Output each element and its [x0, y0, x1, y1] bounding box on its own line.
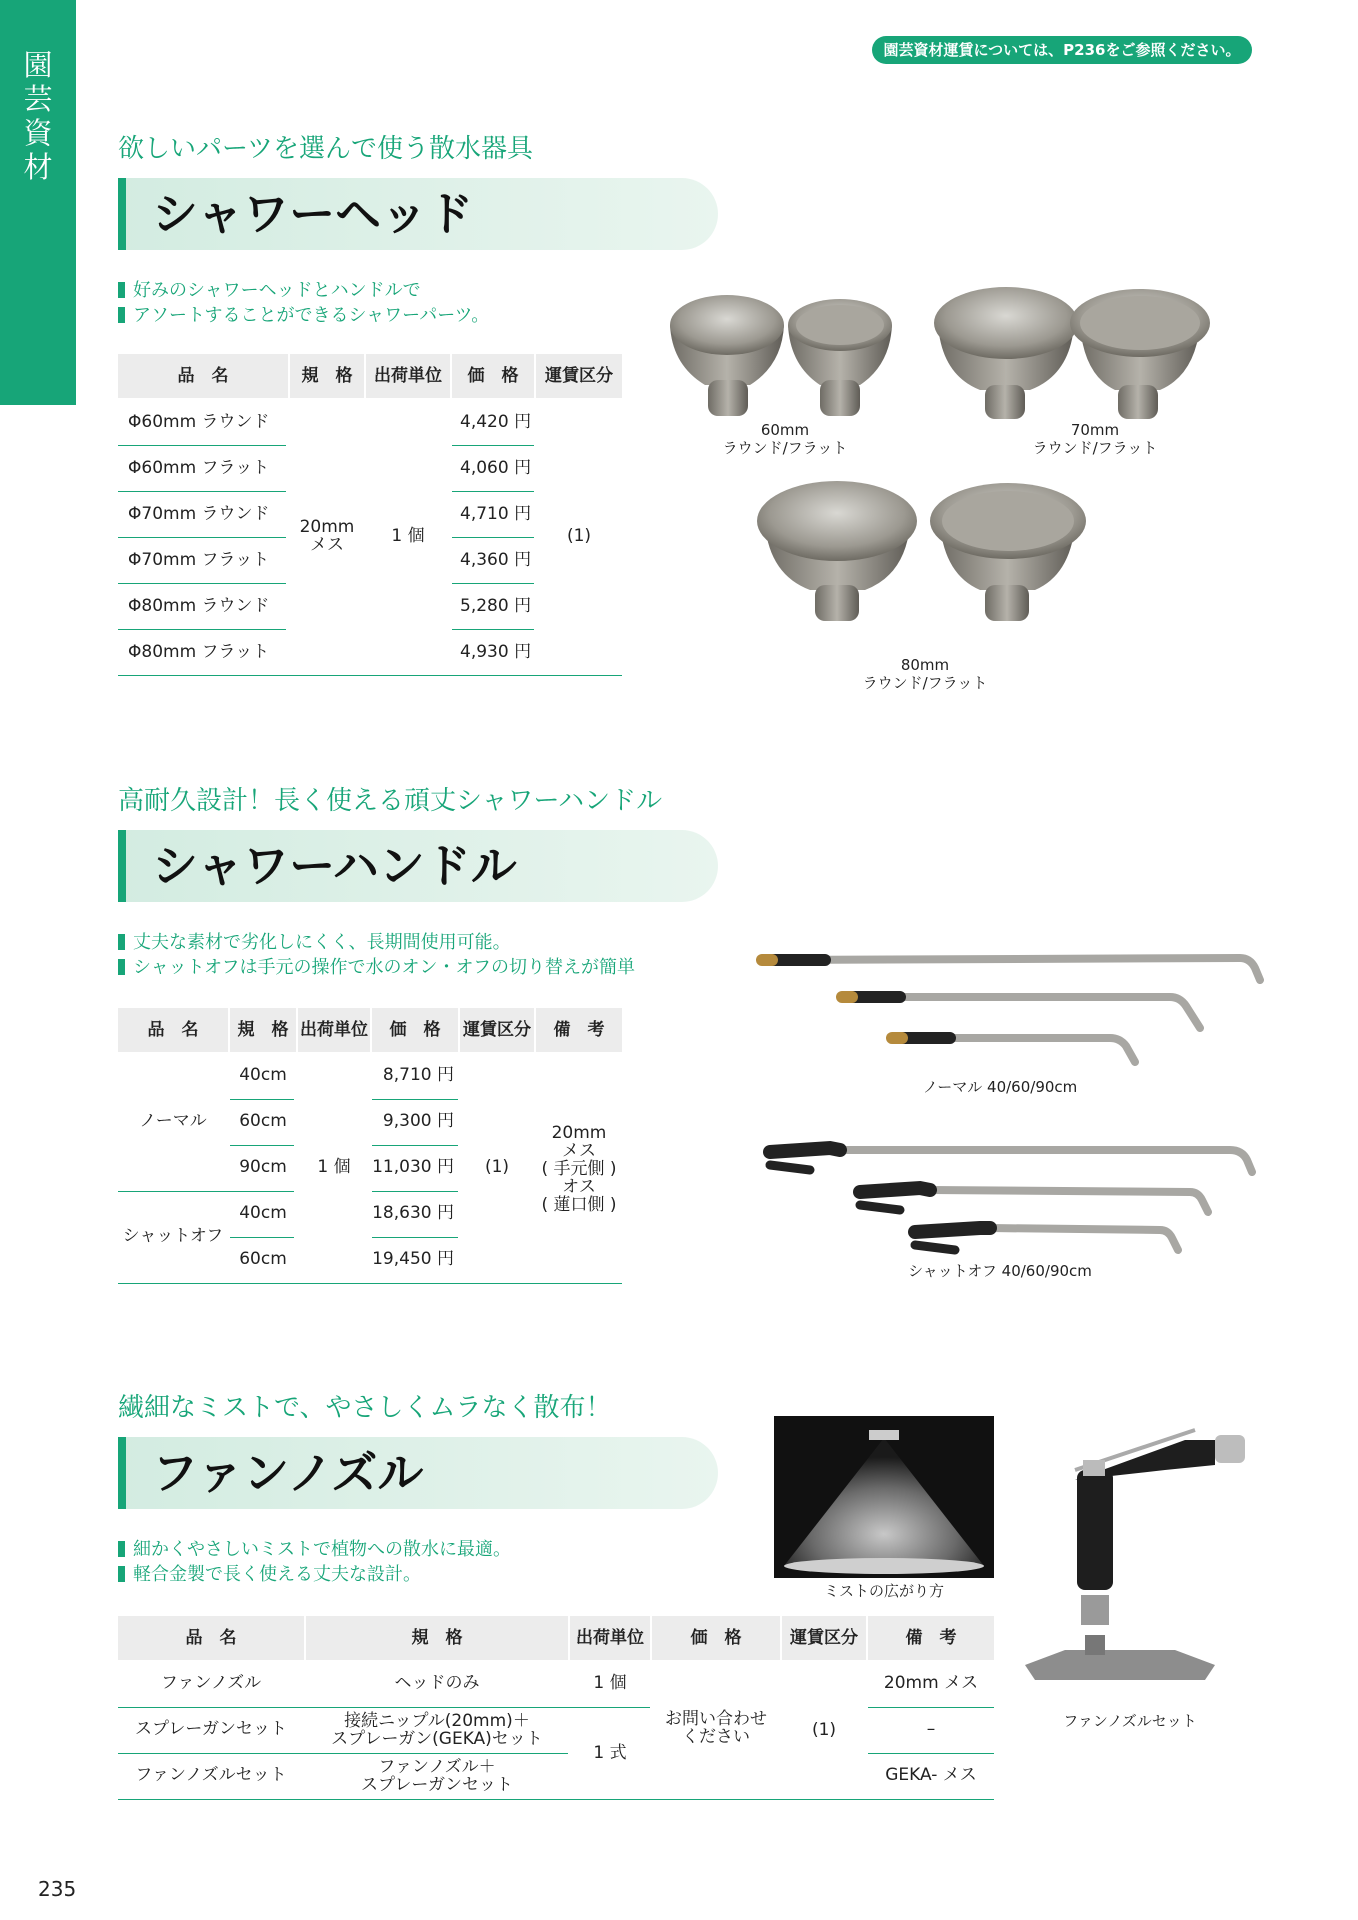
th-unit: 出荷単位 [570, 1616, 650, 1660]
section3-desc [118, 1537, 511, 1587]
desc-line: 細かくやさしいミストで植物への散水に最適。 [133, 1539, 511, 1560]
th-freight: 運賃区分 [782, 1616, 866, 1660]
table-row-price: 9,300 円 [382, 1111, 454, 1131]
section3-title-bar [118, 1437, 718, 1509]
th-price: 価 格 [652, 1616, 780, 1660]
section1-title: シャワーヘッド [152, 187, 474, 241]
th-note: 備 考 [868, 1616, 994, 1660]
th-price: 価 格 [372, 1008, 458, 1052]
table-row-price: 4,930 円 [460, 642, 532, 662]
table-row-price: 11,030 円 [372, 1157, 454, 1177]
caption-60mm: 60mm ラウンド/フラット [722, 421, 848, 457]
section3-catch: 繊細なミストで、やさしくムラなく散布！ [118, 1393, 612, 1423]
caption-80mm: 80mm ラウンド/フラット [862, 656, 988, 692]
table-row-name: Φ70mm ラウンド [128, 504, 270, 524]
table-row-note: – [926, 1719, 936, 1739]
table-row-name: Φ60mm フラット [128, 458, 270, 478]
unit-cell: 1 個 [317, 1157, 351, 1177]
th-freight: 運賃区分 [460, 1008, 534, 1052]
desc-line: 好みのシャワーヘッドとハンドルで [133, 280, 421, 301]
th-note: 備 考 [536, 1008, 622, 1052]
table-row-spec: 60cm [239, 1249, 287, 1269]
table-row-spec: 90cm [239, 1157, 287, 1177]
section2-desc [118, 930, 635, 980]
desc-line: 軽合金製で長く使える丈夫な設計。 [133, 1564, 421, 1585]
table-row-price: 8,710 円 [382, 1065, 454, 1085]
table-row-name: Φ70mm フラット [128, 550, 270, 570]
table-row-name: ファンノズル [160, 1673, 262, 1693]
table-row-name: ファンノズルセット [135, 1765, 287, 1785]
section3-title: ファンノズル [152, 1446, 424, 1500]
section1-catch: 欲しいパーツを選んで使う散水器具 [118, 134, 533, 164]
desc-line: アソートすることができるシャワーパーツ。 [133, 305, 490, 326]
table-row-price: 4,710 円 [460, 504, 532, 524]
page-number: 235 [38, 1877, 77, 1901]
th-freight: 運賃区分 [536, 354, 622, 398]
table-row-spec: ファンノズル＋ スプレーガンセット [361, 1757, 513, 1795]
desc-line: 丈夫な素材で劣化しにくく、長期間使用可能。 [133, 932, 511, 953]
caption-fan-set: ファンノズルセット [1063, 1712, 1197, 1730]
table-row-name: Φ80mm ラウンド [128, 596, 270, 616]
category-label: 園芸資材 [23, 48, 53, 184]
category-tab [0, 0, 76, 405]
table-row-spec: 60cm [239, 1111, 287, 1131]
caption-70mm: 70mm ラウンド/フラット [1032, 421, 1158, 457]
th-spec: 規 格 [306, 1616, 568, 1660]
th-price: 価 格 [452, 354, 534, 398]
handle-photos [750, 940, 1270, 1260]
section2-catch: 高耐久設計！長く使える頑丈シャワーハンドル [118, 786, 663, 816]
fan-nozzle-set-photo [1015, 1410, 1255, 1700]
table-row-price: 5,280 円 [460, 596, 532, 616]
freight-notice: 園芸資材運賃については、P236をご参照ください。 [872, 36, 1252, 64]
table-row-spec: 接続ニップル(20mm)＋ スプレーガン(GEKA)セット [331, 1711, 543, 1749]
table-row-price: 4,060 円 [460, 458, 532, 478]
table-row-note: GEKA- メス [885, 1765, 977, 1785]
th-unit: 出荷単位 [366, 354, 450, 398]
section2-title-bar [118, 830, 718, 902]
desc-line: シャットオフは手元の操作で水のオン・オフの切り替えが簡単 [133, 957, 636, 978]
caption-normal: ノーマル 40/60/90cm [922, 1078, 1078, 1096]
unit-cell: 1 式 [593, 1743, 627, 1763]
table-row-price: 4,360 円 [460, 550, 532, 570]
section1-desc [118, 278, 489, 328]
spec-cell: 20mm メス [299, 517, 355, 555]
unit-cell: 1 個 [391, 526, 425, 546]
th-name: 品 名 [118, 1008, 228, 1052]
table-row-spec: ヘッドのみ [394, 1673, 480, 1693]
table-row-price: 4,420 円 [460, 412, 532, 432]
th-spec: 規 格 [230, 1008, 296, 1052]
showerhead-photos [660, 285, 1260, 705]
th-name: 品 名 [118, 354, 288, 398]
freight-cell: (1) [566, 526, 592, 546]
table-row-name: スプレーガンセット [135, 1719, 287, 1739]
group-normal: ノーマル [139, 1111, 207, 1131]
th-unit: 出荷単位 [298, 1008, 370, 1052]
table-row-note: 20mm メス [883, 1673, 979, 1693]
section1-title-bar [118, 178, 718, 250]
table-row-spec: 40cm [239, 1203, 287, 1223]
price-cell: お問い合わせ ください [665, 1709, 767, 1747]
caption-mist: ミストの広がり方 [823, 1582, 944, 1600]
mist-photo [774, 1416, 994, 1578]
group-shutoff: シャットオフ [122, 1226, 224, 1246]
table-row-name: Φ80mm フラット [128, 642, 270, 662]
table-row-name: Φ60mm ラウンド [128, 412, 270, 432]
table-row-spec: 40cm [239, 1065, 287, 1085]
caption-shutoff: シャットオフ 40/60/90cm [908, 1262, 1092, 1280]
table-row-price: 19,450 円 [372, 1249, 454, 1269]
table-row-price: 18,630 円 [372, 1203, 454, 1223]
th-name: 品 名 [118, 1616, 304, 1660]
freight-cell: (1) [811, 1720, 837, 1740]
note-cell: 20mm メス ( 手元側 ) オス ( 蓮口側 ) [541, 1123, 617, 1215]
th-spec: 規 格 [290, 354, 364, 398]
freight-cell: (1) [484, 1157, 510, 1177]
unit-cell: 1 個 [593, 1673, 627, 1693]
section2-title: シャワーハンドル [152, 839, 517, 893]
